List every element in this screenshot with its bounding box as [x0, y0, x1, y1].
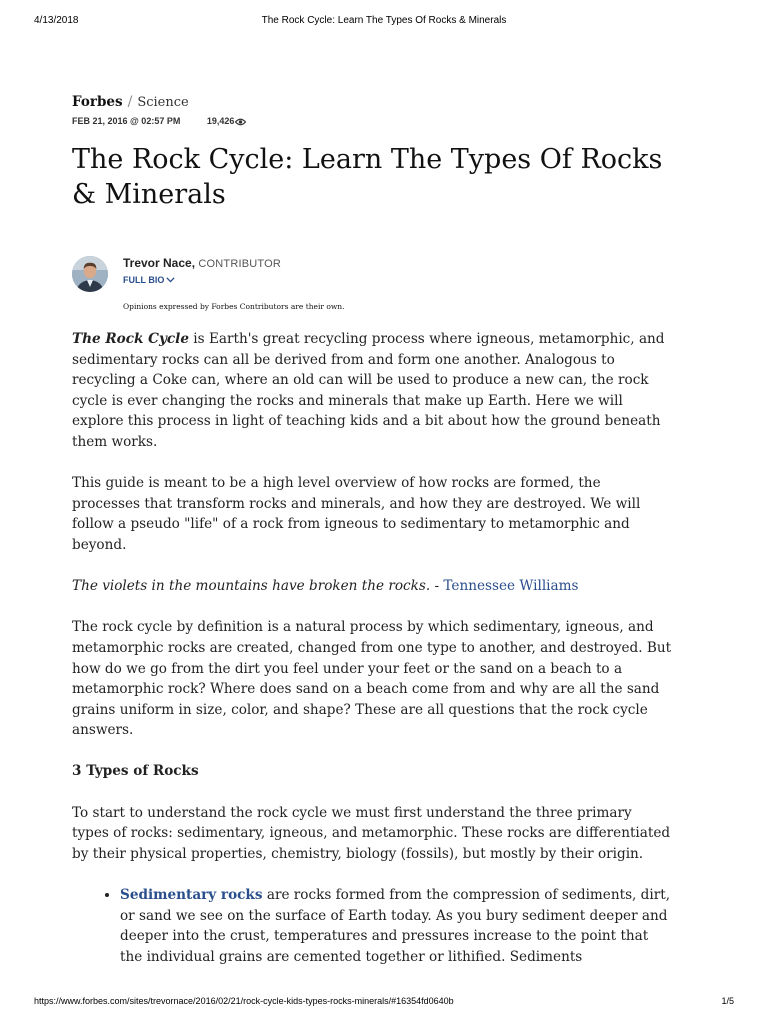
paragraph-intro	[72, 329, 672, 453]
list-item-text: are rocks formed from the compression of sediments, dirt, or sand we see on the surface of Earth today. As you bury sediment deeper and deeper into the crust, temperatures and pressures increase to the point that the individual grains are cemented together or lithified. Sediments	[120, 887, 671, 965]
paragraph-intro-text: is Earth's great recycling process where igneous, metamorphic, and sedimentary rocks can all be derived from and form one another. Analogous to recycling a Coke can, where an old can will be used to produce a new can, the rock cycle is ever changing the rocks and minerals that make up Earth. Here we will explore this process in light of teaching kids and a bit about how the ground beneath them works.	[72, 331, 665, 450]
print-page-title: The Rock Cycle: Learn The Types Of Rocks & Minerals	[261, 15, 507, 26]
author-avatar[interactable]	[72, 256, 108, 292]
sedimentary-rocks-link[interactable]: Sedimentary rocks	[120, 887, 263, 904]
quote	[72, 576, 672, 597]
print-footer	[34, 996, 734, 1010]
breadcrumb-separator: /	[127, 94, 133, 110]
publish-date: FEB 21, 2016 @ 02:57 PM	[72, 116, 181, 126]
quote-author-link[interactable]: Tennessee Williams	[443, 578, 579, 595]
breadcrumb-section[interactable]: Science	[137, 95, 189, 110]
print-url: https://www.forbes.com/sites/trevornace/2016/02/21/rock-cycle-kids-types-rocks-minerals/#16354fd0640b	[34, 996, 454, 1006]
full-bio-link[interactable]	[123, 273, 281, 287]
quote-text: The violets in the mountains have broken the rocks.	[72, 578, 431, 595]
paragraph-overview: This guide is meant to be a high level overview of how rocks are formed, the processes that transform rocks and minerals, and how they are destroyed. We will follow a pseudo "life" of a rock from igneous to sedimentary to metamorphic and beyond.	[72, 475, 641, 553]
rock-cycle-term: The Rock Cycle	[72, 331, 189, 347]
article	[72, 93, 672, 967]
contributor-disclaimer: Opinions expressed by Forbes Contributors are their own.	[123, 302, 345, 311]
page-number: 1/5	[721, 996, 734, 1006]
author-role: CONTRIBUTOR	[198, 258, 282, 270]
chevron-down-icon	[166, 273, 175, 287]
view-count-value: 19,426	[206, 116, 235, 126]
print-header	[34, 15, 734, 29]
eye-icon	[235, 116, 246, 130]
section-heading: 3 Types of Rocks	[72, 763, 199, 780]
article-body	[72, 329, 672, 967]
rock-types-list	[72, 885, 672, 967]
paragraph-definition: The rock cycle by definition is a natural process by which sedimentary, igneous, and metamorphic rocks are created, changed from one type to another, and destroyed. But how do we go from the dirt you feel under your feet or the sand on a beach to a metamorphic rock? Where does sand on a beach come from and why are all the sand grains uniform in size, color, and shape? These are all questions that the rock cycle answers.	[72, 619, 672, 739]
quote-separator: -	[430, 578, 444, 595]
author-name[interactable]: Trevor Nace,	[123, 256, 196, 270]
paragraph-types: To start to understand the rock cycle we must first understand the three primary types of rocks: sedimentary, igneous, and metamorphic. These rocks are differentiated by their physical properties, chemistry, biology (fossils), but mostly by their origin.	[72, 804, 671, 862]
print-date: 4/13/2018	[34, 15, 79, 26]
full-bio-label: FULL BIO	[123, 275, 165, 285]
article-meta	[72, 114, 672, 128]
author-info	[123, 255, 281, 287]
list-item	[120, 885, 672, 967]
article-headline: The Rock Cycle: Learn The Types Of Rocks & Minerals	[72, 144, 663, 210]
breadcrumb	[72, 93, 672, 111]
author-block	[72, 256, 672, 308]
forbes-logo[interactable]: Forbes	[72, 94, 123, 110]
view-count	[207, 116, 247, 126]
